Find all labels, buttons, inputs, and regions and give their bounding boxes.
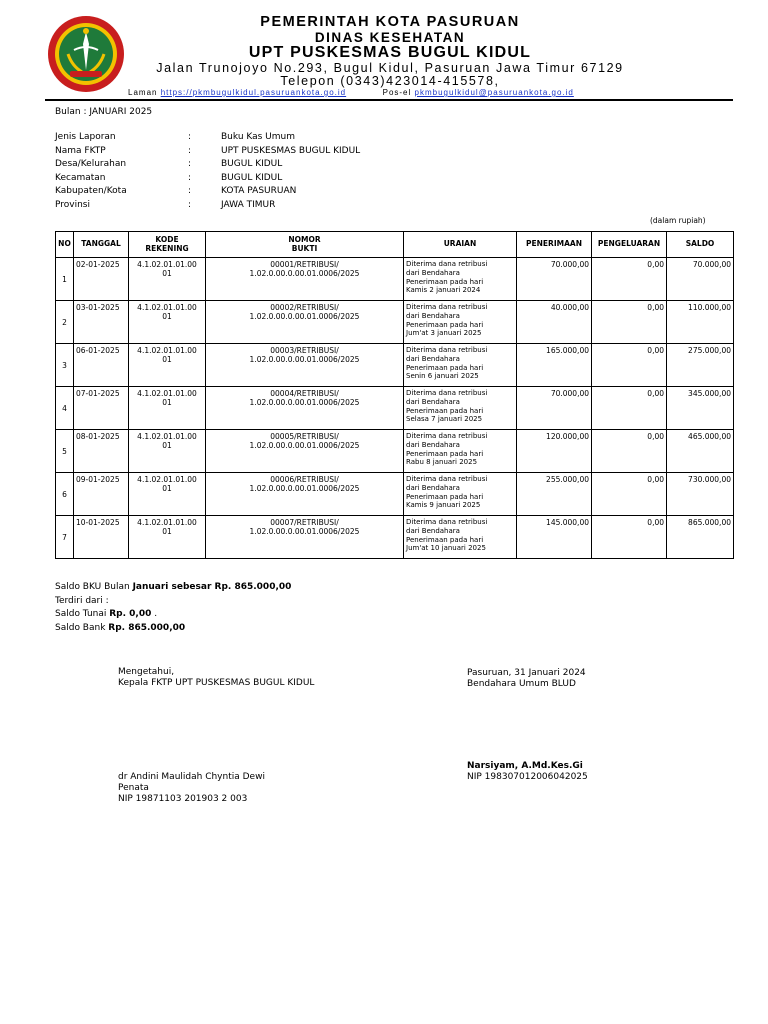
email-link[interactable]: pkmbugulkidul@pasuruankota.go.id: [414, 88, 574, 97]
cell-penerimaan: 70.000,00: [517, 387, 592, 430]
cell-no: 1: [56, 258, 74, 301]
info-colon: :: [188, 159, 192, 169]
cell-saldo: 865.000,00: [667, 516, 734, 559]
cash-book-table: [55, 231, 734, 559]
cell-saldo: 465.000,00: [667, 430, 734, 473]
cell-no: 7: [56, 516, 74, 559]
cell-tanggal: 10-01-2025: [74, 516, 129, 559]
cell-penerimaan: 255.000,00: [517, 473, 592, 516]
cell-uraian: Diterima dana retribusi dari Bendahara Penerimaan pada hari Selasa 7 januari 2025: [404, 387, 517, 430]
info-colon: :: [188, 186, 192, 196]
cell-nomor-bukti: 00003/RETRIBUSI/ 1.02.0.00.0.00.01.0006/2025: [206, 344, 404, 387]
signature-right-name: Narsiyam, A.Md.Kes.Gi NIP 198307012006042025: [467, 761, 588, 782]
cell-kode-rekening: 4.1.02.01.01.00 01: [129, 301, 206, 344]
cell-saldo: 275.000,00: [667, 344, 734, 387]
info-colon: :: [188, 145, 192, 156]
table-row: [56, 473, 734, 516]
phone: Telepon (0343)423014-415578,: [280, 74, 500, 88]
cell-no: 2: [56, 301, 74, 344]
cell-tanggal: 07-01-2025: [74, 387, 129, 430]
cell-pengeluaran: 0,00: [592, 387, 667, 430]
col-kode-rekening: KODE REKENING: [129, 232, 206, 258]
cell-no: 6: [56, 473, 74, 516]
cell-no: 4: [56, 387, 74, 430]
cell-kode-rekening: 4.1.02.01.01.00 01: [129, 516, 206, 559]
info-key: Desa/Kelurahan: [55, 159, 127, 169]
cell-nomor-bukti: 00004/RETRIBUSI/ 1.02.0.00.0.00.01.0006/2025: [206, 387, 404, 430]
cell-kode-rekening: 4.1.02.01.01.00 01: [129, 473, 206, 516]
saldo-bku: Saldo BKU Bulan Januari sebesar Rp. 865.000,00: [55, 582, 292, 592]
cell-uraian: Diterima dana retribusi dari Bendahara Penerimaan pada hari Jum'at 10 januari 2025: [404, 516, 517, 559]
header-divider: [45, 99, 733, 101]
cell-nomor-bukti: 00006/RETRIBUSI/ 1.02.0.00.0.00.01.0006/2025: [206, 473, 404, 516]
cell-penerimaan: 145.000,00: [517, 516, 592, 559]
info-key: Kabupaten/Kota: [55, 186, 127, 196]
cell-penerimaan: 70.000,00: [517, 258, 592, 301]
signature-left-header: Mengetahui, Kepala FKTP UPT PUSKESMAS BUGUL KIDUL: [118, 667, 315, 688]
gov-title: PEMERINTAH KOTA PASURUAN: [260, 14, 520, 30]
table-row: [56, 516, 734, 559]
info-key: Provinsi: [55, 199, 90, 210]
currency-note: (dalam rupiah): [650, 216, 706, 225]
cell-penerimaan: 40.000,00: [517, 301, 592, 344]
cell-uraian: Diterima dana retribusi dari Bendahara Penerimaan pada hari Kamis 9 januari 2025: [404, 473, 517, 516]
col-saldo: SALDO: [667, 232, 734, 258]
cell-pengeluaran: 0,00: [592, 344, 667, 387]
institution-title: UPT PUSKESMAS BUGUL KIDUL: [248, 44, 532, 61]
table-row: [56, 258, 734, 301]
cell-nomor-bukti: 00002/RETRIBUSI/ 1.02.0.00.0.00.01.0006/2025: [206, 301, 404, 344]
cell-nomor-bukti: 00005/RETRIBUSI/ 1.02.0.00.0.00.01.0006/2025: [206, 430, 404, 473]
agency-title: DINAS KESEHATAN: [314, 30, 466, 45]
cell-uraian: Diterima dana retribusi dari Bendahara Penerimaan pada hari Rabu 8 januari 2025: [404, 430, 517, 473]
laman-label: Laman: [128, 88, 158, 97]
table-row: [56, 301, 734, 344]
info-value: BUGUL KIDUL: [221, 159, 283, 169]
info-value: BUGUL KIDUL: [221, 172, 283, 183]
col-penerimaan: PENERIMAAN: [517, 232, 592, 258]
table-row: [56, 430, 734, 473]
info-value: KOTA PASURUAN: [221, 186, 297, 196]
table-header-row: [56, 232, 734, 258]
cell-uraian: Diterima dana retribusi dari Bendahara Penerimaan pada hari Senin 6 januari 2025: [404, 344, 517, 387]
cell-penerimaan: 165.000,00: [517, 344, 592, 387]
cell-nomor-bukti: 00001/RETRIBUSI/ 1.02.0.00.0.00.01.0006/2025: [206, 258, 404, 301]
cell-kode-rekening: 4.1.02.01.01.00 01: [129, 387, 206, 430]
cell-kode-rekening: 4.1.02.01.01.00 01: [129, 344, 206, 387]
cell-no: 5: [56, 430, 74, 473]
cell-no: 3: [56, 344, 74, 387]
email-label: Pos-el: [382, 88, 412, 97]
cell-saldo: 70.000,00: [667, 258, 734, 301]
cell-saldo: 345.000,00: [667, 387, 734, 430]
cell-uraian: Diterima dana retribusi dari Bendahara Penerimaan pada hari Jum'at 3 januari 2025: [404, 301, 517, 344]
table-row: [56, 387, 734, 430]
cell-pengeluaran: 0,00: [592, 301, 667, 344]
info-key: Nama FKTP: [55, 145, 106, 156]
info-colon: :: [188, 172, 192, 183]
saldo-bank: Saldo Bank Rp. 865.000,00: [55, 622, 186, 633]
info-colon: :: [188, 132, 192, 142]
cell-tanggal: 03-01-2025: [74, 301, 129, 344]
signature-left-name: dr Andini Maulidah Chyntia Dewi Penata NIP 19871103 201903 2 003: [118, 772, 265, 804]
report-month: Bulan : JANUARI 2025: [55, 107, 153, 117]
col-no: NO: [56, 232, 74, 258]
cell-kode-rekening: 4.1.02.01.01.00 01: [129, 430, 206, 473]
cell-penerimaan: 120.000,00: [517, 430, 592, 473]
contact-line: [128, 88, 574, 97]
info-colon: :: [188, 199, 192, 210]
cell-kode-rekening: 4.1.02.01.01.00 01: [129, 258, 206, 301]
info-value: UPT PUSKESMAS BUGUL KIDUL: [221, 145, 361, 156]
info-key: Jenis Laporan: [55, 132, 116, 142]
cell-pengeluaran: 0,00: [592, 430, 667, 473]
saldo-tunai: Saldo Tunai Rp. 0,00 .: [55, 609, 158, 619]
info-value: JAWA TIMUR: [221, 199, 276, 210]
cell-tanggal: 02-01-2025: [74, 258, 129, 301]
terdiri-dari: Terdiri dari :: [55, 595, 109, 606]
city-emblem-logo: [46, 14, 126, 94]
info-value: Buku Kas Umum: [221, 132, 296, 142]
col-tanggal: TANGGAL: [74, 232, 129, 258]
cell-uraian: Diterima dana retribusi dari Bendahara Penerimaan pada hari Kamis 2 januari 2024: [404, 258, 517, 301]
cell-nomor-bukti: 00007/RETRIBUSI/ 1.02.0.00.0.00.01.0006/2025: [206, 516, 404, 559]
cell-tanggal: 09-01-2025: [74, 473, 129, 516]
col-nomor-bukti: NOMOR BUKTI: [206, 232, 404, 258]
cell-pengeluaran: 0,00: [592, 516, 667, 559]
address: Jalan Trunojoyo No.293, Bugul Kidul, Pasuruan Jawa Timur 67129: [156, 61, 624, 75]
cell-pengeluaran: 0,00: [592, 258, 667, 301]
cell-pengeluaran: 0,00: [592, 473, 667, 516]
col-pengeluaran: PENGELUARAN: [592, 232, 667, 258]
website-link[interactable]: https://pkmbugulkidul.pasuruankota.go.id: [160, 88, 347, 97]
signature-right-header: Pasuruan, 31 Januari 2024 Bendahara Umum BLUD: [467, 668, 586, 689]
balance-summary: [55, 582, 291, 636]
cell-saldo: 730.000,00: [667, 473, 734, 516]
cell-tanggal: 08-01-2025: [74, 430, 129, 473]
cell-saldo: 110.000,00: [667, 301, 734, 344]
col-uraian: URAIAN: [404, 232, 517, 258]
info-key: Kecamatan: [55, 172, 106, 183]
cell-tanggal: 06-01-2025: [74, 344, 129, 387]
table-row: [56, 344, 734, 387]
